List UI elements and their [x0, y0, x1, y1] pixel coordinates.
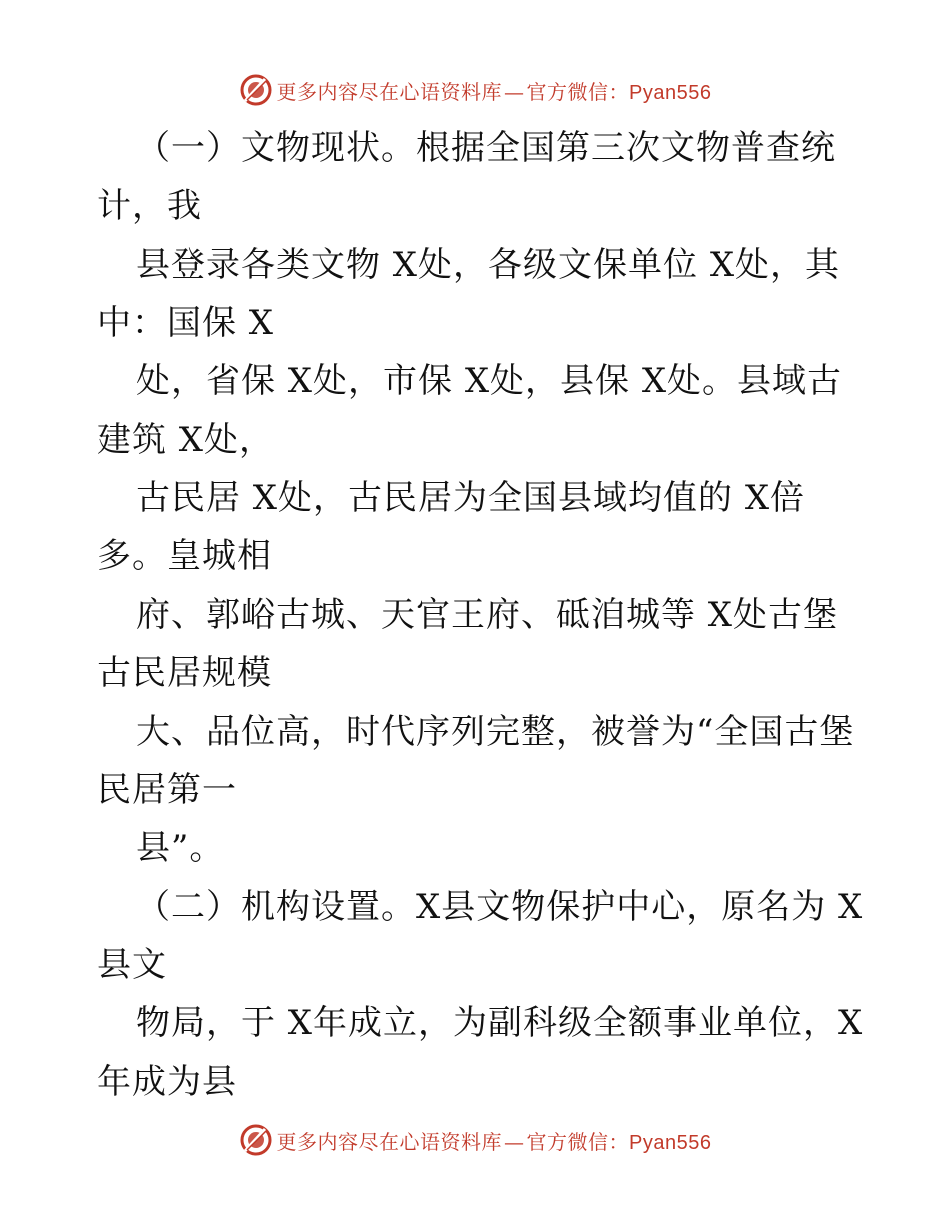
watermark-text	[277, 1126, 712, 1155]
watermark-banner-bottom	[0, 1120, 950, 1160]
watermark-wechat-id: Pyan556	[629, 1131, 712, 1154]
doc-line: 府、郭峪古城、天官王府、砥洎城等 X处古堡	[136, 595, 839, 635]
brush-seal-logo-icon	[239, 1123, 273, 1157]
brush-seal-logo-icon	[239, 73, 273, 107]
watermark-site-text: 更多内容尽在心语资料库	[276, 1129, 503, 1154]
watermark-banner-top	[0, 70, 950, 110]
doc-line: 多。皇城相	[97, 536, 272, 576]
doc-line: （二）机构设置。X县文物保护中心，原名为 X	[136, 887, 864, 927]
doc-line: 中：国保 X	[97, 303, 275, 343]
doc-line: 处，省保 X处，市保 X处，县保 X处。县域古	[136, 361, 843, 401]
watermark-dash: —	[504, 79, 525, 104]
doc-line: 古民居 X处，古民居为全国县域均值的 X倍	[136, 478, 806, 518]
watermark-site-text: 更多内容尽在心语资料库	[276, 79, 503, 104]
doc-line: 县文	[97, 945, 167, 985]
watermark-text	[277, 76, 712, 105]
doc-line: 民居第一	[97, 770, 237, 810]
doc-line: （一）文物现状。根据全国第三次文物普查统	[136, 128, 836, 168]
doc-line: 古民居规模	[97, 653, 272, 693]
doc-line: 计，我	[97, 186, 202, 226]
doc-line: 物局，于 X年成立，为副科级全额事业单位，X	[136, 1003, 864, 1043]
doc-line: 县”。	[136, 828, 225, 868]
watermark-wechat-label: 官方微信：	[526, 1129, 630, 1154]
watermark-wechat-label: 官方微信：	[526, 79, 630, 104]
watermark-dash: —	[504, 1129, 525, 1154]
doc-line: 县登录各类文物 X处，各级文保单位 X处，其	[136, 245, 841, 285]
doc-line: 大、品位高，时代序列完整，被誉为“全国古堡	[136, 712, 855, 752]
watermark-wechat-id: Pyan556	[629, 81, 712, 104]
doc-line: 年成为县	[97, 1062, 237, 1102]
doc-line: 建筑 X处，	[97, 420, 275, 460]
